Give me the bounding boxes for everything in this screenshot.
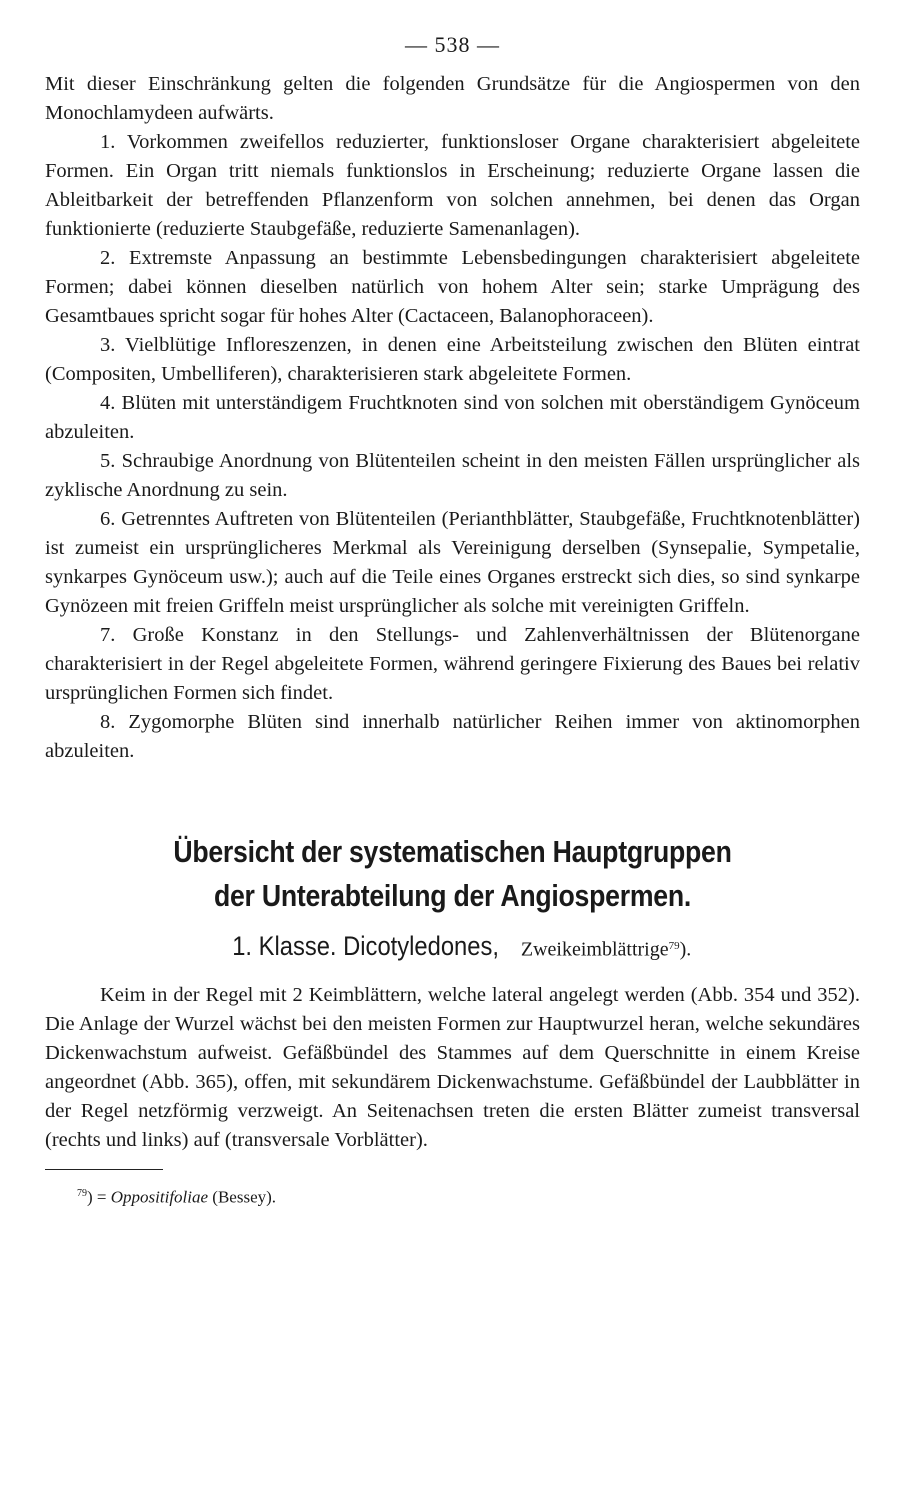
paragraph-intro: Mit dieser Einschränkung gelten die folgenden Grundsätze für die Angiospermen von den Monochlamydeen aufwärts.	[45, 73, 860, 124]
footnote-equals: =	[92, 1187, 111, 1207]
footnote-divider	[45, 1169, 163, 1170]
paragraph-principle-4: 4. Blüten mit unterständigem Fruchtknoten sind von solchen mit oberständigem Gynöceum abzuleiten.	[45, 392, 860, 443]
paragraph-principle-3: 3. Vielblütige Infloreszenzen, in denen eine Arbeitsteilung zwischen den Blüten eintrat (Compositen, Umbelliferen), charakterisieren stark abgeleitete Formen.	[45, 334, 860, 385]
footnote-reference: 79	[668, 940, 680, 952]
section-spacer	[45, 766, 860, 830]
footnote-marker: 79	[77, 1188, 87, 1200]
footnote	[45, 1182, 860, 1210]
section-heading-line-1: Übersicht der systematischen Hauptgruppen	[173, 834, 732, 869]
class-common-name: Zweikeimblättrige	[520, 938, 669, 961]
paragraph-dicotyledones-description: Keim in der Regel mit 2 Keimblättern, welche lateral angelegt werden (Abb. 354 und 352). Die Anlage der Wurzel wächst bei den meisten Formen zur Hauptwurzel heran, welche sekundäres Dickenwachstum aufweist. Gefäßbündel des Stammes auf dem Querschnitte in einem Kreise angeordnet (Abb. 365), offen, mit sekundärem Dickenwachstume. Gefäßbündel der Laubblätter in der Regel netzförmig verzweigt. An Seitenachsen treten die ersten Blätter zumeist transversal (rechts und links) auf (transversale Vorblätter).	[45, 984, 860, 1152]
paragraph-principle-6: 6. Getrenntes Auftreten von Blütenteilen (Perianthblätter, Staubgefäße, Fruchtknotenblätter) ist zumeist ein ursprünglicheres Merkmal als Vereinigung derselben (Synsepalie, Sympetalie, synkarpes Gynöceum usw.); auch auf die Teile eines Organes erstreckt sich dies, so sind synkarpe Gynözeen mit freien Griffeln meist ursprünglicher als solche mit vereinigten Griffeln.	[45, 508, 860, 617]
paragraph-principle-1: 1. Vorkommen zweifellos reduzierter, funktionsloser Organe charakterisiert abgeleitete Formen. Ein Organ tritt niemals funktionslos in Erscheinung; reduzierte Organe lassen die Ableitbarkeit der betreffenden Pflanzenform von solchen annehmen, bei denen das Organ funktionierte (reduzierte Staubgefäße, reduzierte Samenanlagen).	[45, 131, 860, 240]
paragraph-principle-2: 2. Extremste Anpassung an bestimmte Lebensbedingungen charakterisiert abgeleitete Formen; dabei können dieselben natürlich von hohem Alter sein; starke Umprägung des Gesamtbaues spricht sogar für hohes Alter (Cactaceen, Balanophoraceen).	[45, 247, 860, 327]
class-subheading	[45, 926, 860, 971]
document-page	[45, 28, 860, 1210]
subheading-close: ).	[679, 938, 692, 961]
paragraph-principle-5: 5. Schraubige Anordnung von Blütenteilen scheint in den meisten Fällen ursprünglicher als zyklische Anordnung zu sein.	[45, 450, 860, 501]
footnote-marker-close: )	[87, 1187, 93, 1207]
class-title: 1. Klasse. Dicotyledones,	[231, 931, 499, 962]
paragraph-principle-7: 7. Große Konstanz in den Stellungs- und Zahlenverhältnissen der Blütenorgane charakterisiert in der Regel abgeleitete Formen, während geringere Fixierung des Baues bei relativ ursprünglichen Formen sich findet.	[45, 624, 860, 704]
section-heading-line-2: der Unterabteilung der Angiospermen.	[213, 878, 692, 913]
footnote-term: Oppositifoliae	[110, 1187, 209, 1207]
paragraph-principle-8: 8. Zygomorphe Blüten sind innerhalb natürlicher Reihen immer von aktinomorphen abzuleiten.	[45, 711, 860, 762]
footnote-author: (Bessey).	[208, 1187, 277, 1207]
page-number: — 538 —	[405, 32, 500, 57]
